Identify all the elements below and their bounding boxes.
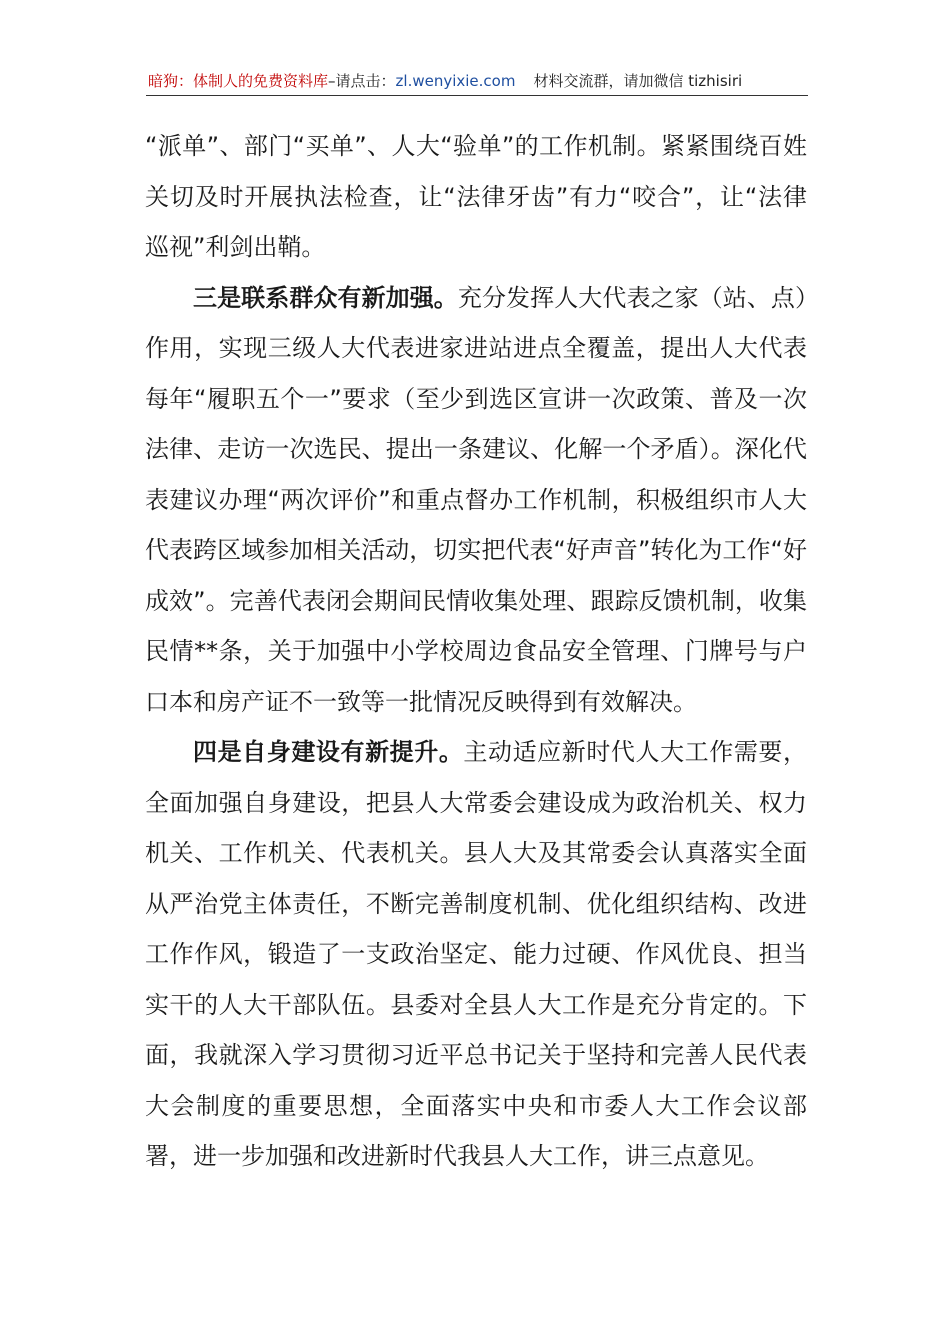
paragraph-heading: 四是自身建设有新提升。	[193, 738, 464, 766]
paragraph-self-building	[145, 727, 807, 1182]
header-contact: 材料交流群，请加微信 tizhisiri	[533, 72, 743, 90]
paragraph-text: 充分发挥人大代表之家（站、点）作用，实现三级人大代表进家进站进点全覆盖，提出人大代表每年“履职五个一”要求（至少到选区宣讲一次政策、普及一次法律、走访一次选民、提出一条建议、化解一个矛盾）。深化代表建议办理“两次评价”和重点督办工作机制，积极组织市人大代表跨区域参加相关活动，切实把代表“好声音”转化为工作“好成效”。完善代表闭会期间民情收集处理、跟踪反馈机制，收集民情**条，关于加强中小学校周边食品安全管理、门牌号与户口本和房产证不一致等一批情况反映得到有效解决。	[145, 283, 808, 716]
header-divider	[146, 95, 808, 96]
header-url-link[interactable]: zl.wenyixie.com	[395, 72, 516, 90]
paragraph-text: 主动适应新时代人大工作需要，全面加强自身建设，把县人大常委会建设成为政治机关、权力机关、工作机关、代表机关。县人大及其常委会认真落实全面从严治党主体责任，不断完善制度机制、优化组织结构、改进工作作风，锻造了一支政治坚定、能力过硬、作风优良、担当实干的人大干部队伍。县委对全县人大工作是充分肯定的。下面，我就深入学习贯彻习近平总书记关于坚持和完善人民代表大会制度的重要思想，全面落实中央和市委人大工作会议部署，进一步加强和改进新时代我县人大工作，讲三点意见。	[145, 738, 808, 1170]
page-header	[148, 68, 808, 94]
paragraph-heading: 三是联系群众有新加强。	[193, 283, 458, 312]
paragraph-text: “派单”、部门“买单”、人大“验单”的工作机制。紧紧围绕百姓关切及时开展执法检查，让“法律牙齿”有力“咬合”，让“法律巡视”利剑出鞘。	[145, 132, 807, 261]
paragraph-contact-masses	[145, 273, 807, 728]
header-click-prefix: –请点击：	[328, 72, 396, 90]
header-brand: 暗狗：体制人的免费资料库	[148, 72, 329, 90]
document-body	[145, 121, 807, 1182]
paragraph-continuation	[145, 121, 807, 273]
